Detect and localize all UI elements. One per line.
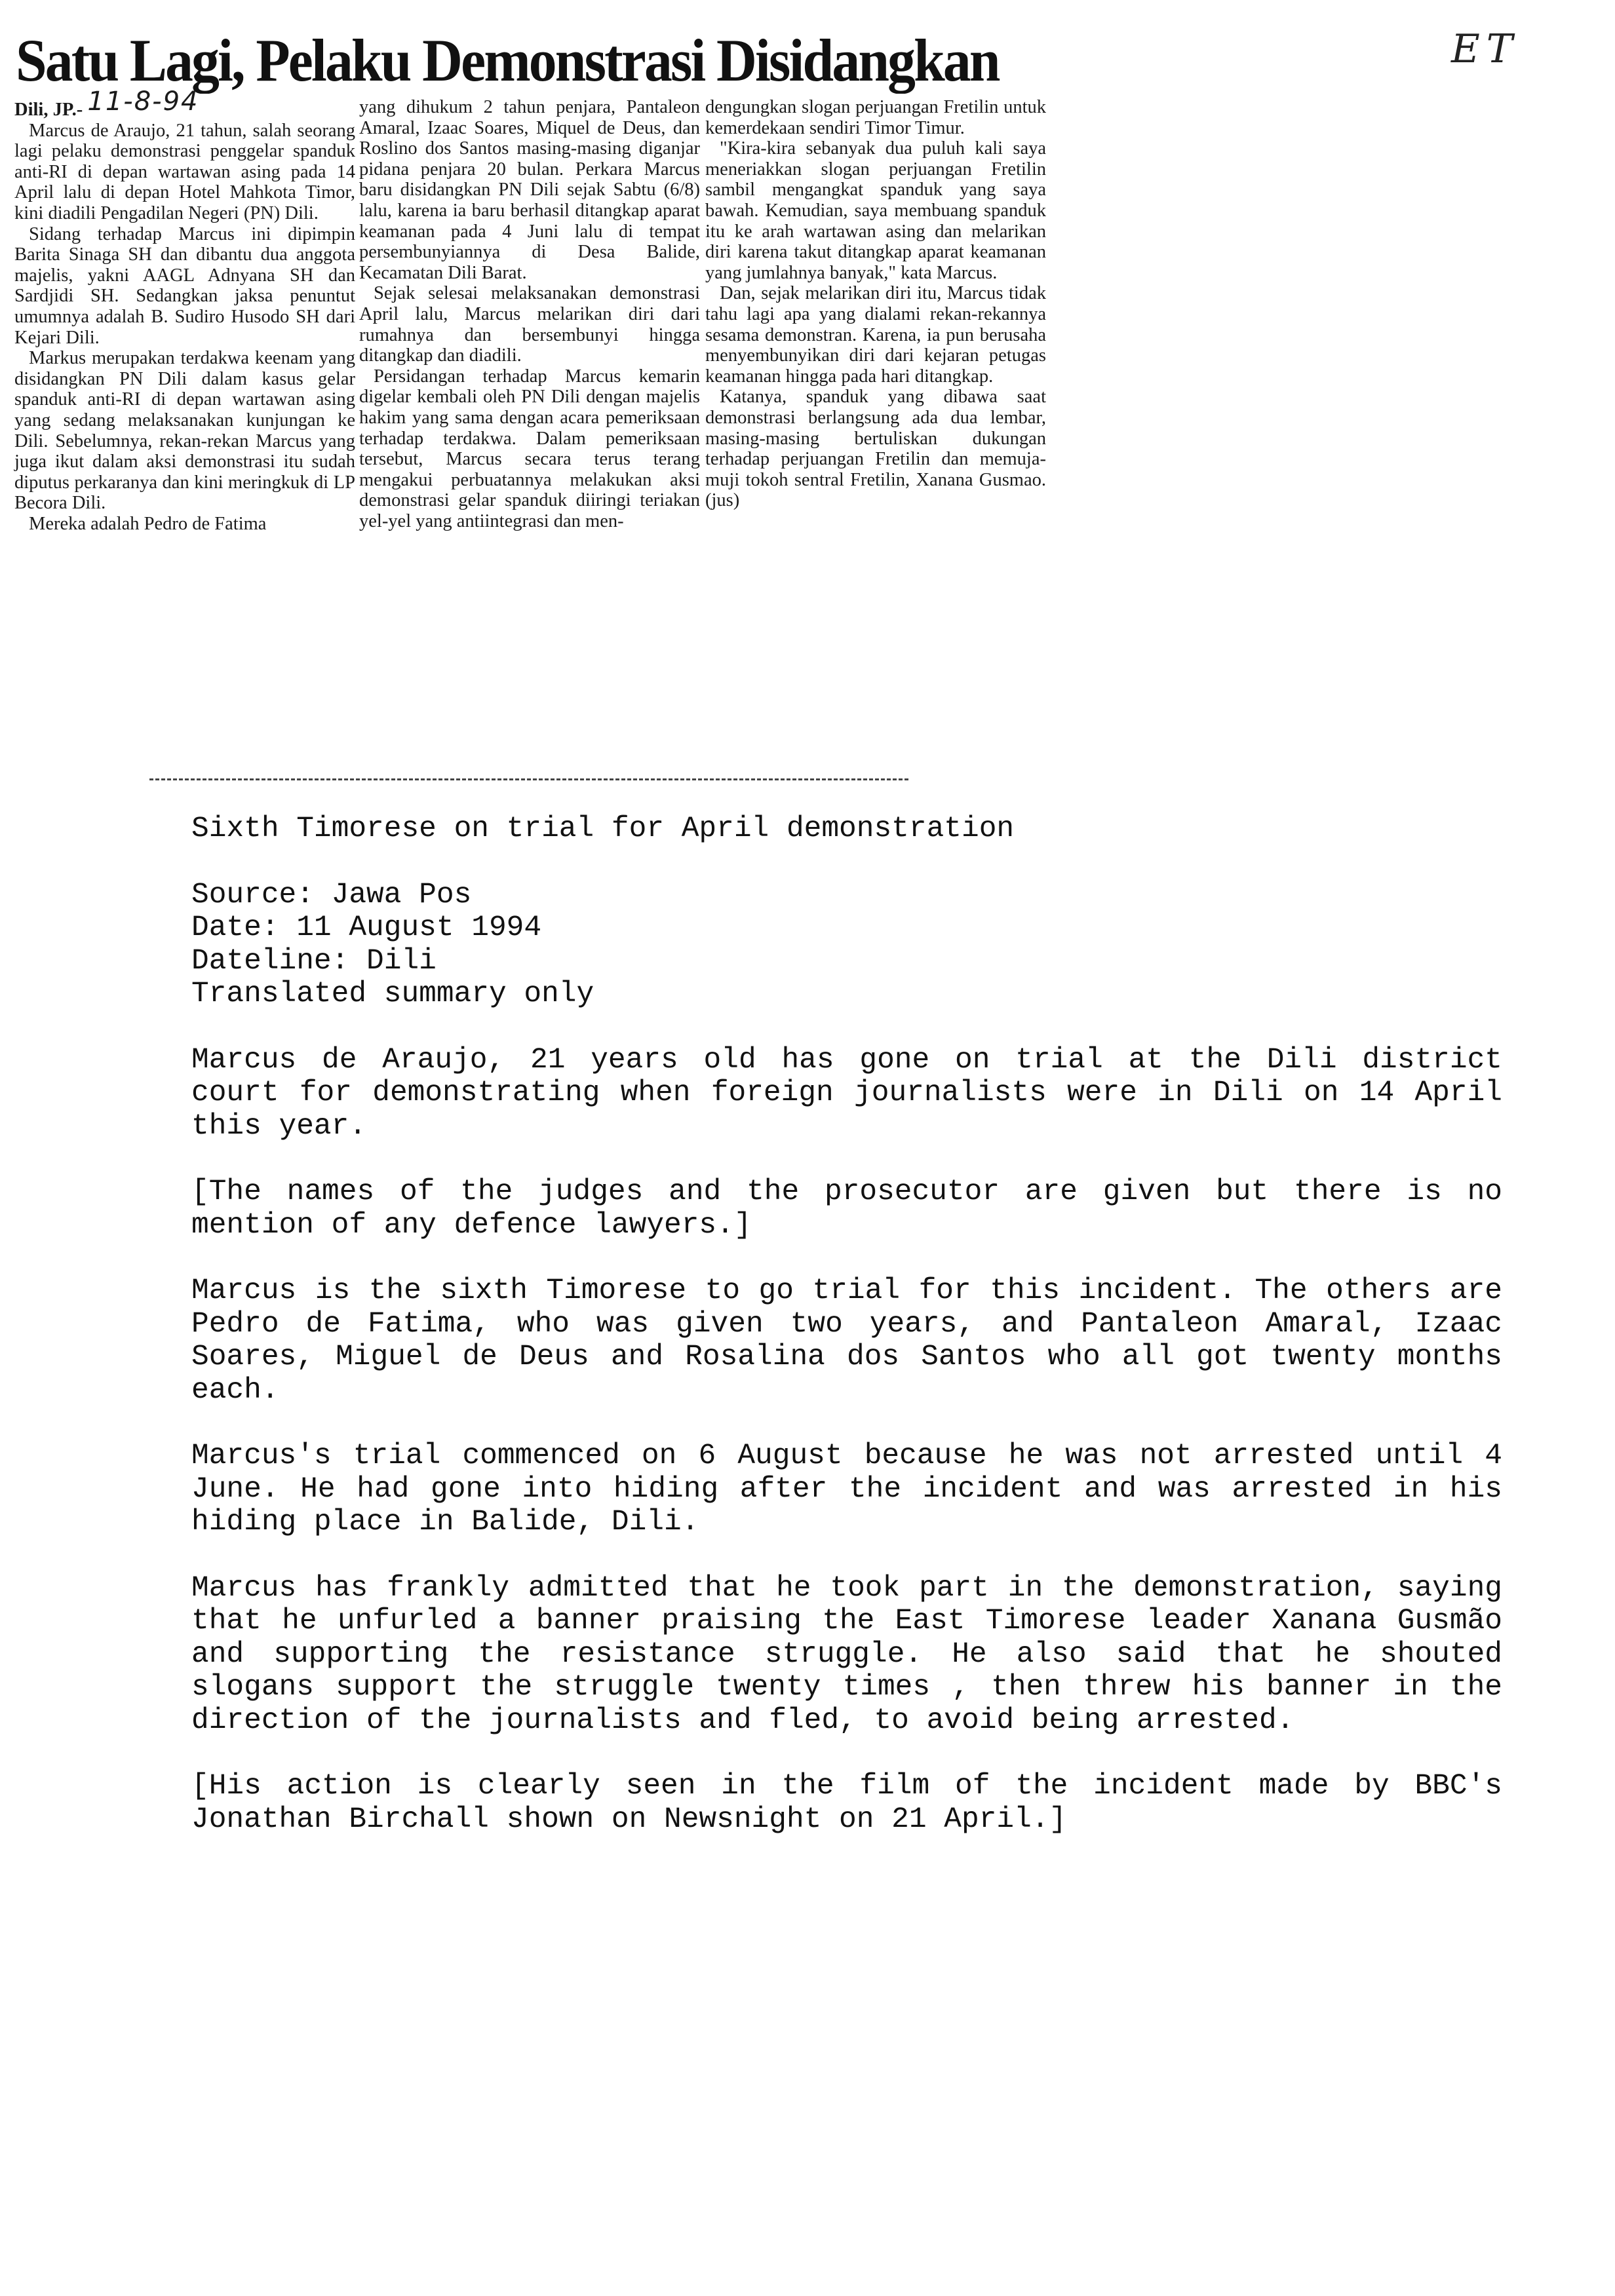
- clipping-paragraph: Dan, sejak melarikan diri itu, Marcus tidak tahu lagi apa yang dialami rekan-rekannya sesama demonstran. Karena, ia pun berusaha menyembunyikan diri dari kejaran petugas keamanan hingga pada hari ditangkap.: [705, 283, 1046, 387]
- clipping-paragraph: yang dihukum 2 tahun penjara, Pantaleon Amaral, Izaac Soares, Miquel de Deus, dan Roslino dos Santos masing-masing diganjar pidana penjara 20 bulan. Perkara Marcus baru disidangkan PN Dili sejak Sabtu (6/8) lalu, karena ia baru berhasil ditangkap aparat keamanan pada 4 Juni lalu di tempat persembunyiannya di Desa Balide, Kecamatan Dili Barat.: [359, 97, 700, 283]
- clipping-paragraph: Marcus de Araujo, 21 tahun, salah seorang lagi pelaku demonstrasi penggelar spanduk anti-RI di depan wartawan asing pada 14 April lalu di depan Hotel Mahkota Timor, kini diadili Pengadilan Negeri (PN) Dili.: [14, 120, 355, 223]
- summary-title: Sixth Timorese on trial for April demonstration: [191, 813, 1015, 845]
- summary-paragraph: Marcus is the sixth Timorese to go trial for this incident. The others are Pedro de Fatima, who was given two years, and Pantaleon Amaral, Izaac Soares, Miguel de Deus and Rosalina dos Santos who all got twenty months each.: [191, 1274, 1502, 1407]
- clipping-paragraph: "Kira-kira sebanyak dua puluh kali saya meneriakkan slogan perjuangan Fretilin sambil mengangkat spanduk yang saya bawah. Kemudian, saya membuang spanduk itu ke arah wartawan asing dan melarikan diri karena takut ditangkap aparat keamanan yang jumlahnya banyak," kata Marcus.: [705, 138, 1046, 283]
- clipping-paragraph: dengungkan slogan perjuangan Fretilin untuk kemerdekaan sendiri Timor Timur.: [705, 97, 1046, 138]
- summary-dateline: Dateline: Dili: [191, 944, 437, 978]
- handwritten-corner-note: ET: [1451, 26, 1519, 72]
- summary-paragraph: Marcus de Araujo, 21 years old has gone on trial at the Dili district court for demonstrating when foreign journalists were in Dili on 14 April this year.: [191, 1043, 1502, 1143]
- clipping-dateline-line: [14, 86, 355, 121]
- summary-metadata: [191, 879, 1502, 1011]
- clipping-column-1: [14, 86, 355, 765]
- summary-date: Date: 11 August 1994: [191, 911, 542, 944]
- summary-paragraph: [The names of the judges and the prosecutor are given but there is no mention of any defence lawyers.]: [191, 1176, 1502, 1242]
- clipping-dateline: Dili, JP.-: [14, 100, 83, 120]
- clipping-columns: [12, 86, 1047, 785]
- translated-summary: [191, 813, 1502, 1869]
- summary-note: Translated summary only: [191, 978, 594, 1010]
- clipping-headline: Satu Lagi, Pelaku Demonstrasi Disidangkan: [16, 27, 999, 94]
- clipping-paragraph: Mereka adalah Pedro de Fatima: [29, 513, 267, 534]
- clipping-column-3: [705, 97, 1046, 765]
- summary-paragraph: Marcus's trial commenced on 6 August because he was not arrested until 4 June. He had gone into hiding after the incident and was arrested in his hiding place in Balide, Dili.: [191, 1440, 1502, 1539]
- clipping-paragraph: Markus merupakan terdakwa keenam yang disidangkan PN Dili dalam kasus gelar spanduk anti-RI di depan wartawan asing yang sedang melaksanakan kunjungan ke Dili. Sebelumnya, rekan-rekan Marcus yang juga ikut dalam aksi demonstrasi itu sudah diputus perkaranya dan kini meringkuk di LP Becora Dili.: [14, 348, 355, 514]
- summary-paragraph: [His action is clearly seen in the film of the incident made by BBC's Jonathan Birchall shown on Newsnight on 21 April.]: [191, 1770, 1502, 1836]
- clipping-paragraph: Sejak selesai melaksanakan demonstrasi April lalu, Marcus melarikan diri dari rumahnya dan bersembunyi hingga ditangkap dan diadili.: [359, 283, 700, 366]
- summary-paragraph: Marcus has frankly admitted that he took part in the demonstration, saying that he unfurled a banner praising the East Timorese leader Xanana Gusmão and supporting the resistance struggle. He also said that he shouted slogans support the struggle twenty times , then threw his banner in the direction of the journalists and fled, to avoid being arrested.: [191, 1571, 1502, 1737]
- summary-source: Source: Jawa Pos: [191, 878, 472, 911]
- clipping-paragraph: Persidangan terhadap Marcus kemarin digelar kembali oleh PN Dili dengan majelis hakim yang sama dengan acara pemeriksaan terhadap terdakwa. Dalam pemeriksaan tersebut, Marcus secara terus terang mengakui perbuatannya melakukan aksi demonstrasi gelar spanduk diiringi teriakan yel-yel yang antiintegrasi dan men-: [359, 366, 700, 531]
- handwritten-date: 11-8-94: [87, 86, 199, 117]
- clipping-column-2: [359, 97, 700, 765]
- clipping-paragraph: Sidang terhadap Marcus ini dipimpin Barita Sinaga SH dan dibantu dua anggota majelis, yakni AAGL Adnyana SH dan Sardjidi SH. Sedangkan jaksa penuntut umumnya adalah B. Sudiro Husodo SH dari Kejari Dili.: [14, 223, 355, 348]
- clipping-paragraph: Katanya, spanduk yang dibawa saat demonstrasi berlangsung ada dua lembar, masing-masing bertuliskan dukungan terhadap perjuangan Fretilin dan memuja-muji tokoh sentral Fretilin, Xanana Gusmao. (jus): [705, 387, 1046, 511]
- separator-rule: [149, 778, 908, 780]
